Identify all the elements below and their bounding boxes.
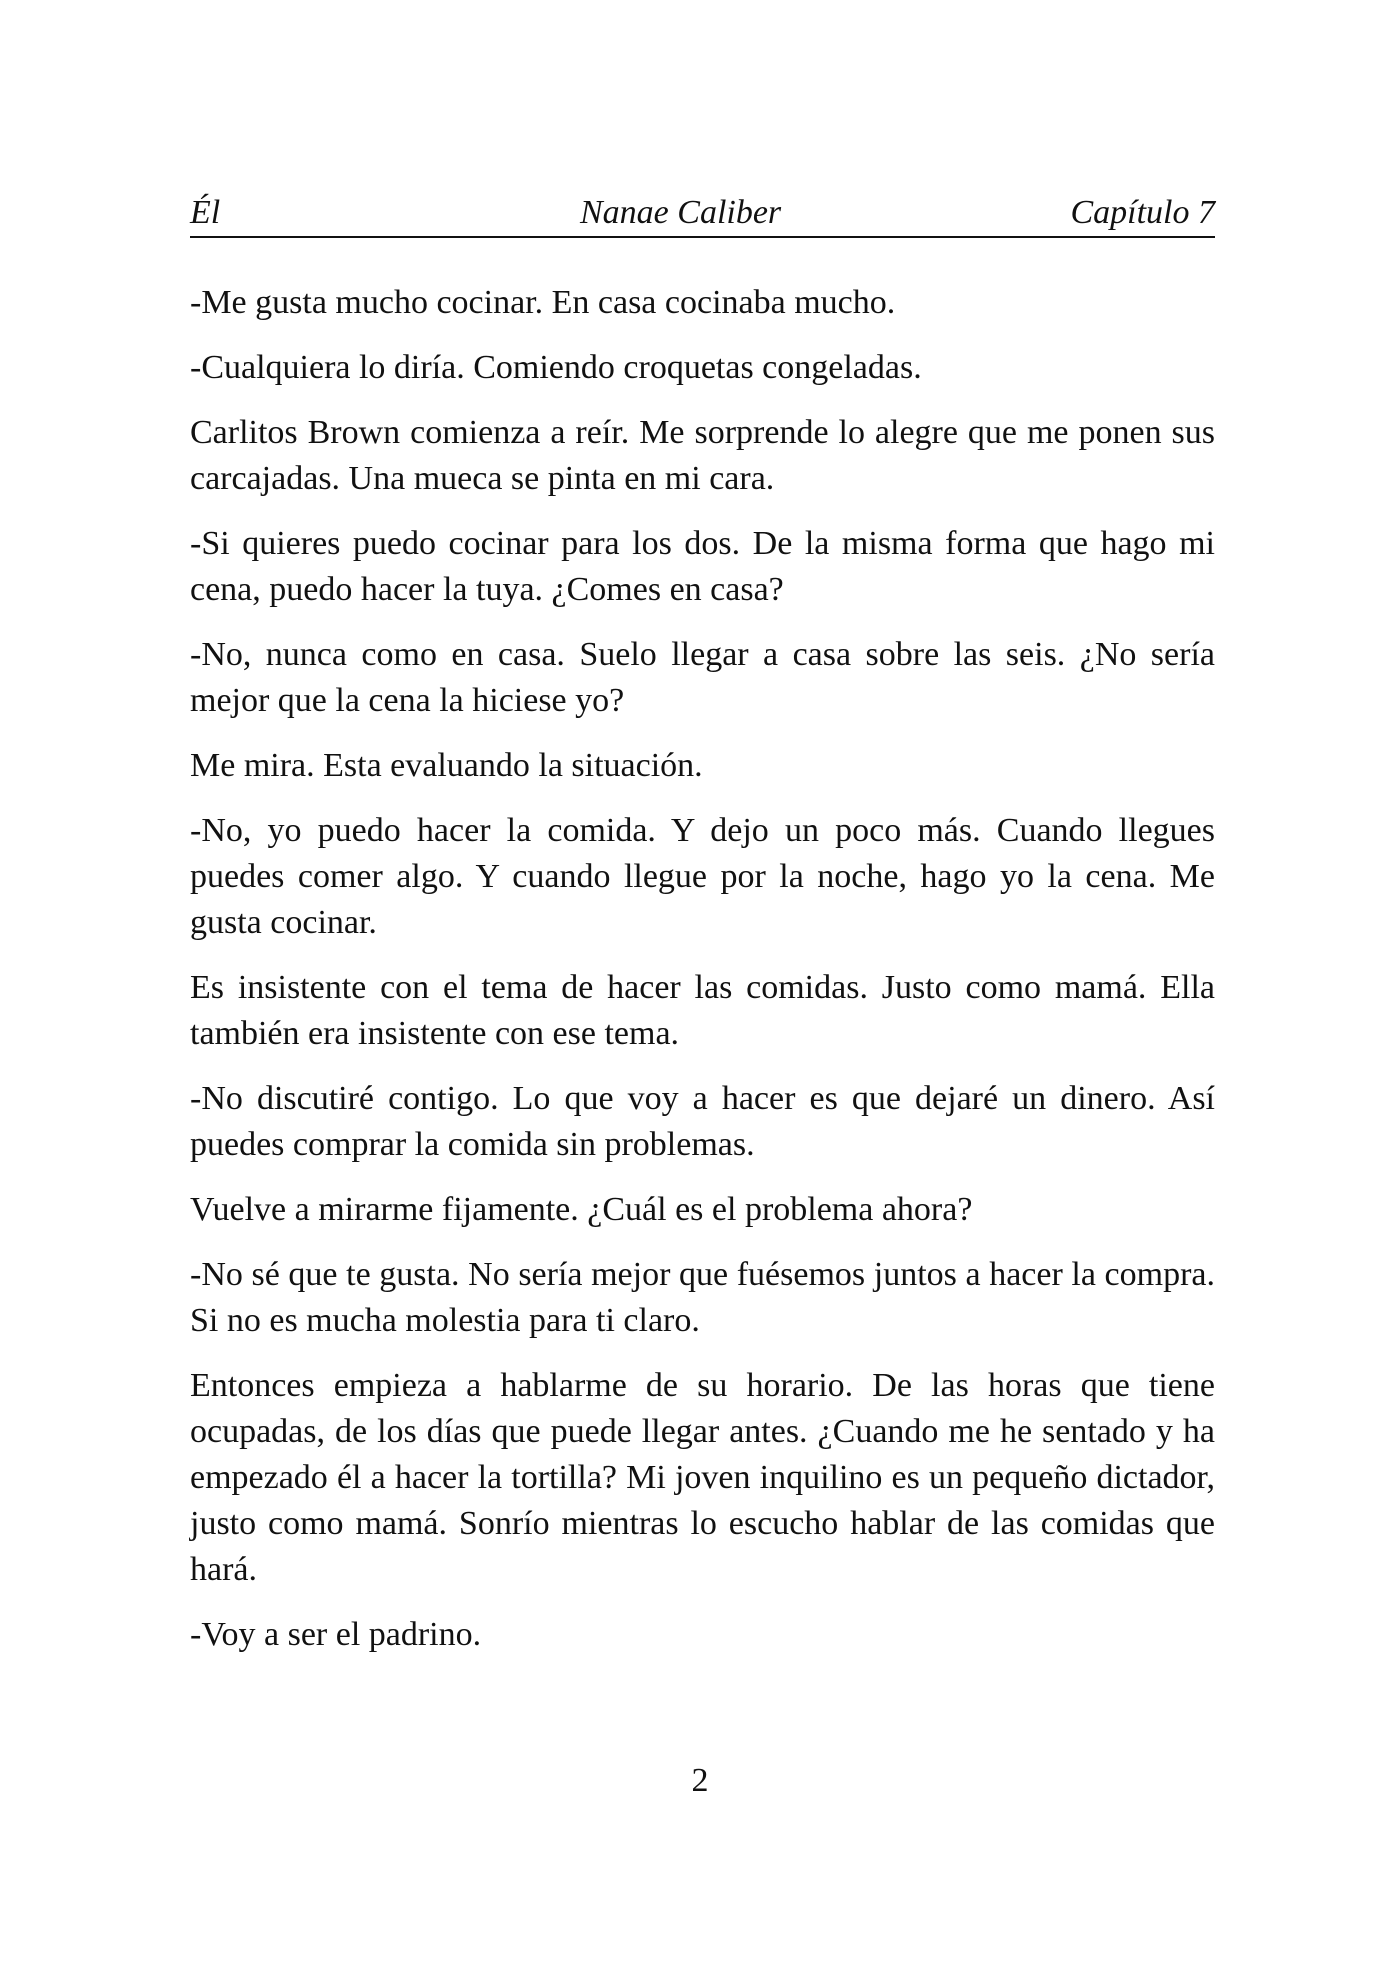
paragraph: Vuelve a mirarme fijamente. ¿Cuál es el problema ahora?: [190, 1191, 973, 1228]
paragraph: Carlitos Brown comienza a reír. Me sorprende lo alegre que me ponen sus carcajadas. Una mueca se pinta en mi cara.: [190, 414, 1215, 497]
paragraph: Me mira. Esta evaluando la situación.: [190, 747, 703, 784]
paragraph: Es insistente con el tema de hacer las comidas. Justo como mamá. Ella también era insistente con ese tema.: [190, 969, 1215, 1052]
header-author: Nanae Caliber: [580, 194, 782, 231]
header-book-title: Él: [190, 194, 221, 231]
paragraph: -No, yo puedo hacer la comida. Y dejo un poco más. Cuando llegues puedes comer algo. Y cuando llegue por la noche, hago yo la cena. Me gusta cocinar.: [190, 812, 1215, 941]
paragraph: -No discutiré contigo. Lo que voy a hacer es que dejaré un dinero. Así puedes comprar la comida sin problemas.: [190, 1080, 1215, 1163]
paragraph: -Voy a ser el padrino.: [190, 1616, 482, 1653]
paragraph: -Me gusta mucho cocinar. En casa cocinaba mucho.: [190, 284, 896, 321]
paragraph: -No sé que te gusta. No sería mejor que fuésemos juntos a hacer la compra. Si no es mucha molestia para ti claro.: [190, 1256, 1215, 1339]
paragraph: -Cualquiera lo diría. Comiendo croquetas congeladas.: [190, 349, 922, 386]
paragraph: -Si quieres puedo cocinar para los dos. De la misma forma que hago mi cena, puedo hacer la tuya. ¿Comes en casa?: [190, 525, 1215, 608]
paragraph: Entonces empieza a hablarme de su horario. De las horas que tiene ocupadas, de los días que puede llegar antes. ¿Cuando me he sentado y ha empezado él a hacer la tortilla? Mi joven inquilino es un pequeño dictador, justo como mamá. Sonrío mientras lo escucho hablar de las comidas que hará.: [190, 1367, 1215, 1588]
paragraph: -No, nunca como en casa. Suelo llegar a casa sobre las seis. ¿No sería mejor que la cena la hiciese yo?: [190, 636, 1215, 719]
running-header: [190, 190, 1215, 238]
page-number: 2: [691, 1762, 709, 1799]
header-chapter: Capítulo 7: [1070, 194, 1215, 231]
book-page: [190, 190, 1215, 1677]
body-text: [190, 280, 1215, 1658]
